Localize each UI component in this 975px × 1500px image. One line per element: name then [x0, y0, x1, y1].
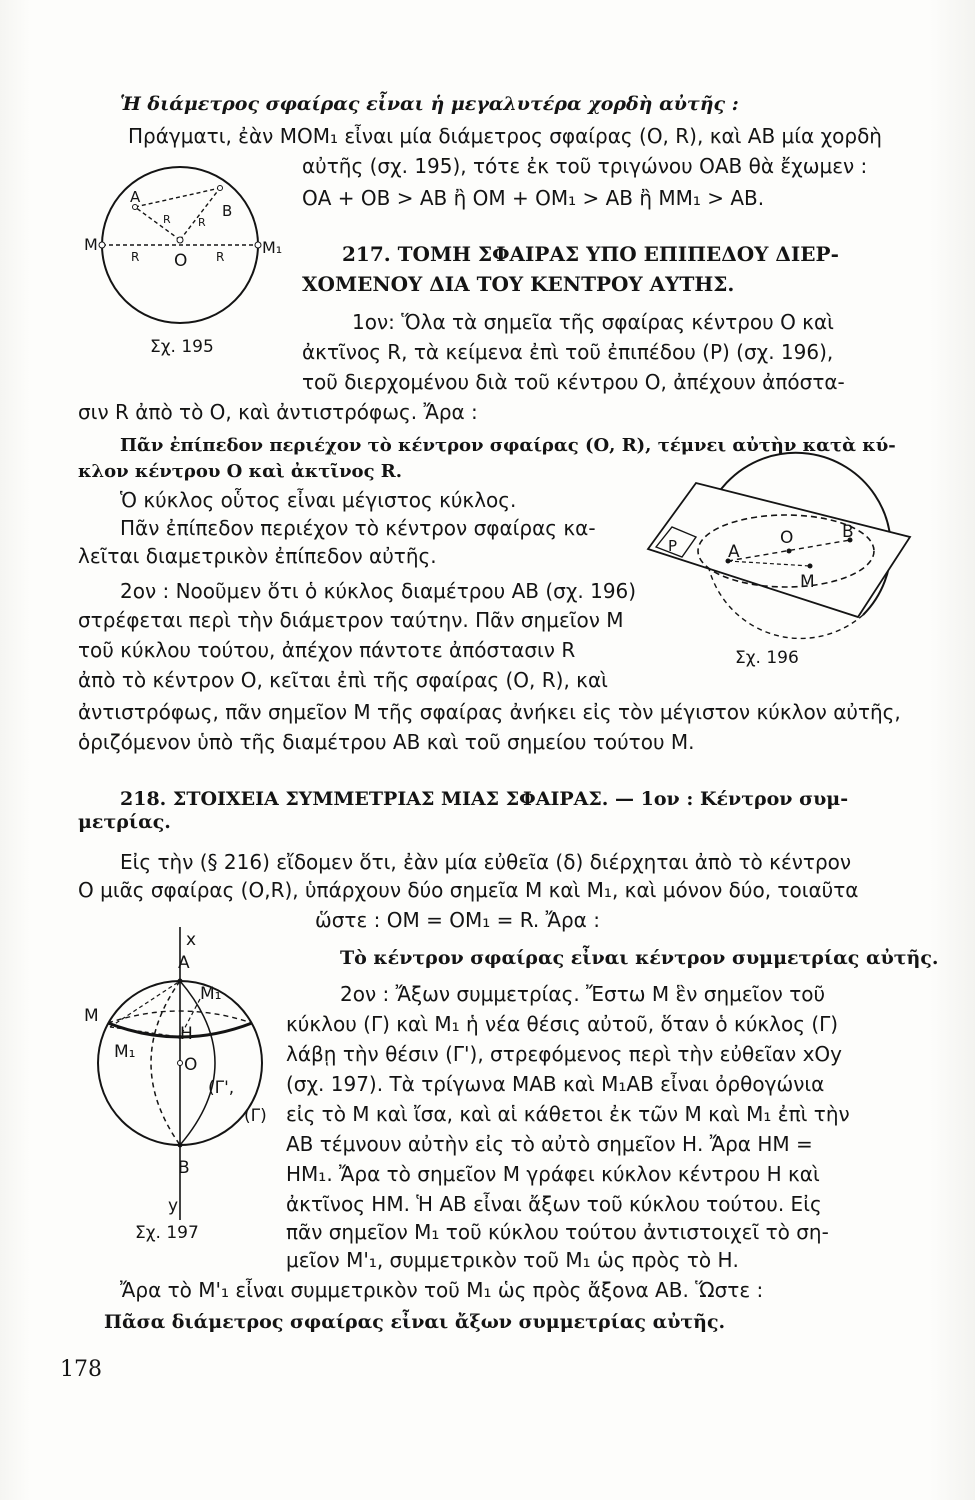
- text-line-10: σιν R ἀπὸ τὸ Ο, καὶ ἀντιστρόφως. Ἄρα :: [78, 400, 478, 424]
- label-m: M: [84, 1006, 99, 1026]
- label-g: (Γ): [244, 1106, 267, 1126]
- point-a: [178, 979, 183, 984]
- text-line-17: στρέφεται περὶ τὴν διάμετρον ταύτην. Πᾶν σημεῖον Μ: [78, 608, 624, 632]
- label-x: x: [186, 930, 197, 950]
- heading-217-line-2: ΧΟΜΕΝΟΥ ΔΙΑ ΤΟΥ ΚΕΝΤΡΟΥ ΑΥΤΗΣ.: [302, 272, 735, 296]
- label-r1: R: [131, 250, 140, 264]
- text-line-20: ἀντιστρόφως, πᾶν σημεῖον Μ τῆς σφαίρας ἀνήκει εἰς τὸν μέγιστον κύκλον αὐτῆς,: [78, 700, 901, 724]
- label-g-prime: (Γ',: [208, 1078, 235, 1098]
- caption-fig195: Σχ. 195: [150, 337, 214, 357]
- heading-218-line-1: 218. ΣΤΟΙΧΕΙΑ ΣΥΜΜΕΤΡΙΑΣ ΜΙΑΣ ΣΦΑΙΡΑΣ. — 1ον : Κέντρον συμ-: [120, 788, 849, 810]
- label-b: B: [178, 1158, 190, 1178]
- statement-axis-of-symmetry: Πᾶσα διάμετρος σφαίρας εἶναι ἄξων συμμετρίας αὐτῆς.: [104, 1311, 726, 1333]
- text-line-3: αὐτῆς (σχ. 195), τότε ἐκ τοῦ τριγώνου ΟΑΒ θὰ ἔχωμεν :: [302, 154, 868, 178]
- point-b: [218, 186, 223, 191]
- label-m1b: M₁: [114, 1042, 136, 1062]
- heading-217-line-1: 217. ΤΟΜΗ ΣΦΑΙΡΑΣ ΥΠΟ ΕΠΙΠΕΔΟΥ ΔΙΕΡ-: [342, 242, 839, 266]
- label-r3: R: [163, 213, 171, 226]
- point-o: [177, 237, 183, 243]
- caption-fig196: Σχ. 196: [735, 648, 799, 668]
- label-p: P: [668, 537, 678, 555]
- text-line-19: ἀπὸ τὸ κέντρον Ο, κεῖται ἐπὶ τῆς σφαίρας (Ο, R), καὶ: [78, 668, 608, 692]
- label-y: y: [168, 1196, 179, 1216]
- label-b: B: [222, 202, 233, 220]
- statement-line-2: κλον κέντρου Ο καὶ ἀκτῖνος R.: [78, 461, 403, 482]
- text-line-37: μεῖον Μ'₁, συμμετρικὸν τοῦ Μ₁ ὡς πρὸς τὸ Η.: [286, 1248, 739, 1272]
- caption-fig197: Σχ. 197: [135, 1223, 199, 1243]
- label-h: H: [180, 1024, 193, 1044]
- point-b: [178, 1143, 183, 1148]
- figure-196: [648, 465, 918, 655]
- point-o: [787, 549, 792, 554]
- text-line-25: Ο μιᾶς σφαίρας (Ο,R), ὑπάρχουν δύο σημεῖα Μ καὶ Μ₁, καὶ μόνον δύο, τοιαῦτα: [78, 878, 859, 902]
- text-line-34: ΗΜ₁. Ἄρα τὸ σημεῖον Μ γράφει κύκλον κέντρου Η καὶ: [286, 1162, 820, 1186]
- text-line-33: ΑΒ τέμνουν αὐτὴν εἰς τὸ αὐτὸ σημεῖον Η. Ἄρα ΗΜ =: [286, 1132, 813, 1156]
- statement-center-of-symmetry: Τὸ κέντρον σφαίρας εἶναι κέντρον συμμετρίας αὐτῆς.: [340, 947, 939, 969]
- point-m1: [255, 242, 261, 248]
- figure-197: [80, 915, 280, 1235]
- text-line-29: κύκλου (Γ) καὶ Μ₁ ἡ νέα θέσις αὐτοῦ, ὅταν ὁ κύκλος (Γ): [286, 1012, 839, 1036]
- label-m1: M₁: [200, 984, 222, 1004]
- text-line-21: ὁριζόμενον ὑπὸ τῆς διαμέτρου ΑΒ καὶ τοῦ σημείου τούτου Μ.: [78, 730, 695, 754]
- figure-195: [80, 160, 283, 360]
- label-a: A: [130, 188, 141, 206]
- label-a: A: [178, 953, 190, 973]
- text-line-8: ἀκτῖνος R, τὰ κείμενα ἐπὶ τοῦ ἐπιπέδου (Ρ) (σχ. 196),: [302, 340, 834, 364]
- text-line-36: πᾶν σημεῖον Μ₁ τοῦ κύκλου τούτου ἀντιστοιχεῖ τὸ ση-: [286, 1220, 829, 1244]
- text-line-1: Ἡ διάμετρος σφαίρας εἶναι ἡ μεγαλυτέρα χορδὴ αὐτῆς :: [120, 93, 739, 115]
- radius-oa: [135, 207, 180, 240]
- label-o: O: [174, 251, 188, 271]
- label-a: A: [728, 542, 740, 562]
- text-line-38: Ἄρα τὸ Μ'₁ εἶναι συμμετρικὸν τοῦ Μ₁ ὡς πρὸς ἄξονα ΑΒ. Ὥστε :: [120, 1278, 764, 1302]
- text-line-30: λάβῃ τὴν θέσιν (Γ'), στρεφόμενος περὶ τὴν εὐθεῖαν xΟy: [286, 1042, 842, 1066]
- text-line-24: Εἰς τὴν (§ 216) εἴδομεν ὅτι, ἐὰν μία εὐθεῖα (δ) διέρχηται ἀπὸ τὸ κέντρον: [120, 850, 852, 874]
- text-line-13: Ὁ κύκλος οὗτος εἶναι μέγιστος κύκλος.: [120, 488, 517, 512]
- statement-line-1: Πᾶν ἐπίπεδον περιέχον τὸ κέντρον σφαίρας (Ο, R), τέμνει αὐτὴν κατὰ κύ-: [120, 435, 896, 456]
- label-b: B: [842, 522, 854, 542]
- label-m: M: [84, 235, 98, 254]
- label-m: M: [800, 572, 815, 592]
- label-r2: R: [216, 250, 225, 264]
- text-line-16: 2ον : Νοοῦμεν ὅτι ὁ κύκλος διαμέτρου ΑΒ (σχ. 196): [120, 579, 637, 603]
- text-line-31: (σχ. 197). Τὰ τρίγωνα ΜΑΒ καὶ Μ₁ΑΒ εἶναι ὀρθογώνια: [286, 1072, 825, 1096]
- text-line-15: λεῖται διαμετρικὸν ἐπίπεδον αὐτῆς.: [78, 544, 437, 568]
- circle-g-main: [151, 981, 180, 1145]
- text-line-7: 1ον: Ὅλα τὰ σημεῖα τῆς σφαίρας κέντρου Ο καὶ: [352, 310, 834, 334]
- label-r4: R: [198, 216, 206, 229]
- text-line-9: τοῦ διερχομένου διὰ τοῦ κέντρου Ο, ἀπέχουν ἀπόστα-: [302, 370, 845, 394]
- text-line-26: ὥστε : ΟΜ = ΟΜ₁ = R. Ἄρα :: [315, 908, 600, 932]
- text-line-4: ΟΑ + ΟΒ > ΑΒ ἢ ΟΜ + ΟΜ₁ > ΑΒ ἢ ΜΜ₁ > ΑΒ.: [302, 186, 765, 210]
- text-line-35: ἀκτῖνος ΗΜ. Ἡ ΑΒ εἶναι ἄξων τοῦ κύκλου τούτου. Εἰς: [286, 1192, 822, 1216]
- point-m: [99, 242, 105, 248]
- point-m: [808, 564, 813, 569]
- heading-218-line-2: μετρίας.: [78, 811, 171, 833]
- text-line-32: εἰς τὸ Μ καὶ ἴσα, καὶ αἱ κάθετοι ἐκ τῶν Μ καὶ Μ₁ ἐπὶ τὴν: [286, 1102, 850, 1126]
- text-line-14: Πᾶν ἐπίπεδον περιέχον τὸ κέντρον σφαίρας κα-: [120, 516, 596, 540]
- page-number: 178: [60, 1357, 102, 1382]
- point-o: [178, 1061, 183, 1066]
- text-line-28: 2ον : Ἄξων συμμετρίας. Ἔστω Μ ἓν σημεῖον τοῦ: [340, 982, 826, 1006]
- label-m1: M₁: [262, 238, 283, 257]
- text-line-2: Πράγματι, ἐὰν ΜΟΜ₁ εἶναι μία διάμετρος σφαίρας (Ο, R), καὶ ΑΒ μία χορδὴ: [128, 124, 882, 148]
- text-line-18: τοῦ κύκλου τούτου, ἀπέχον πάντοτε ἀπόστασιν R: [78, 638, 576, 662]
- label-o: O: [780, 528, 794, 548]
- label-o: O: [184, 1055, 198, 1075]
